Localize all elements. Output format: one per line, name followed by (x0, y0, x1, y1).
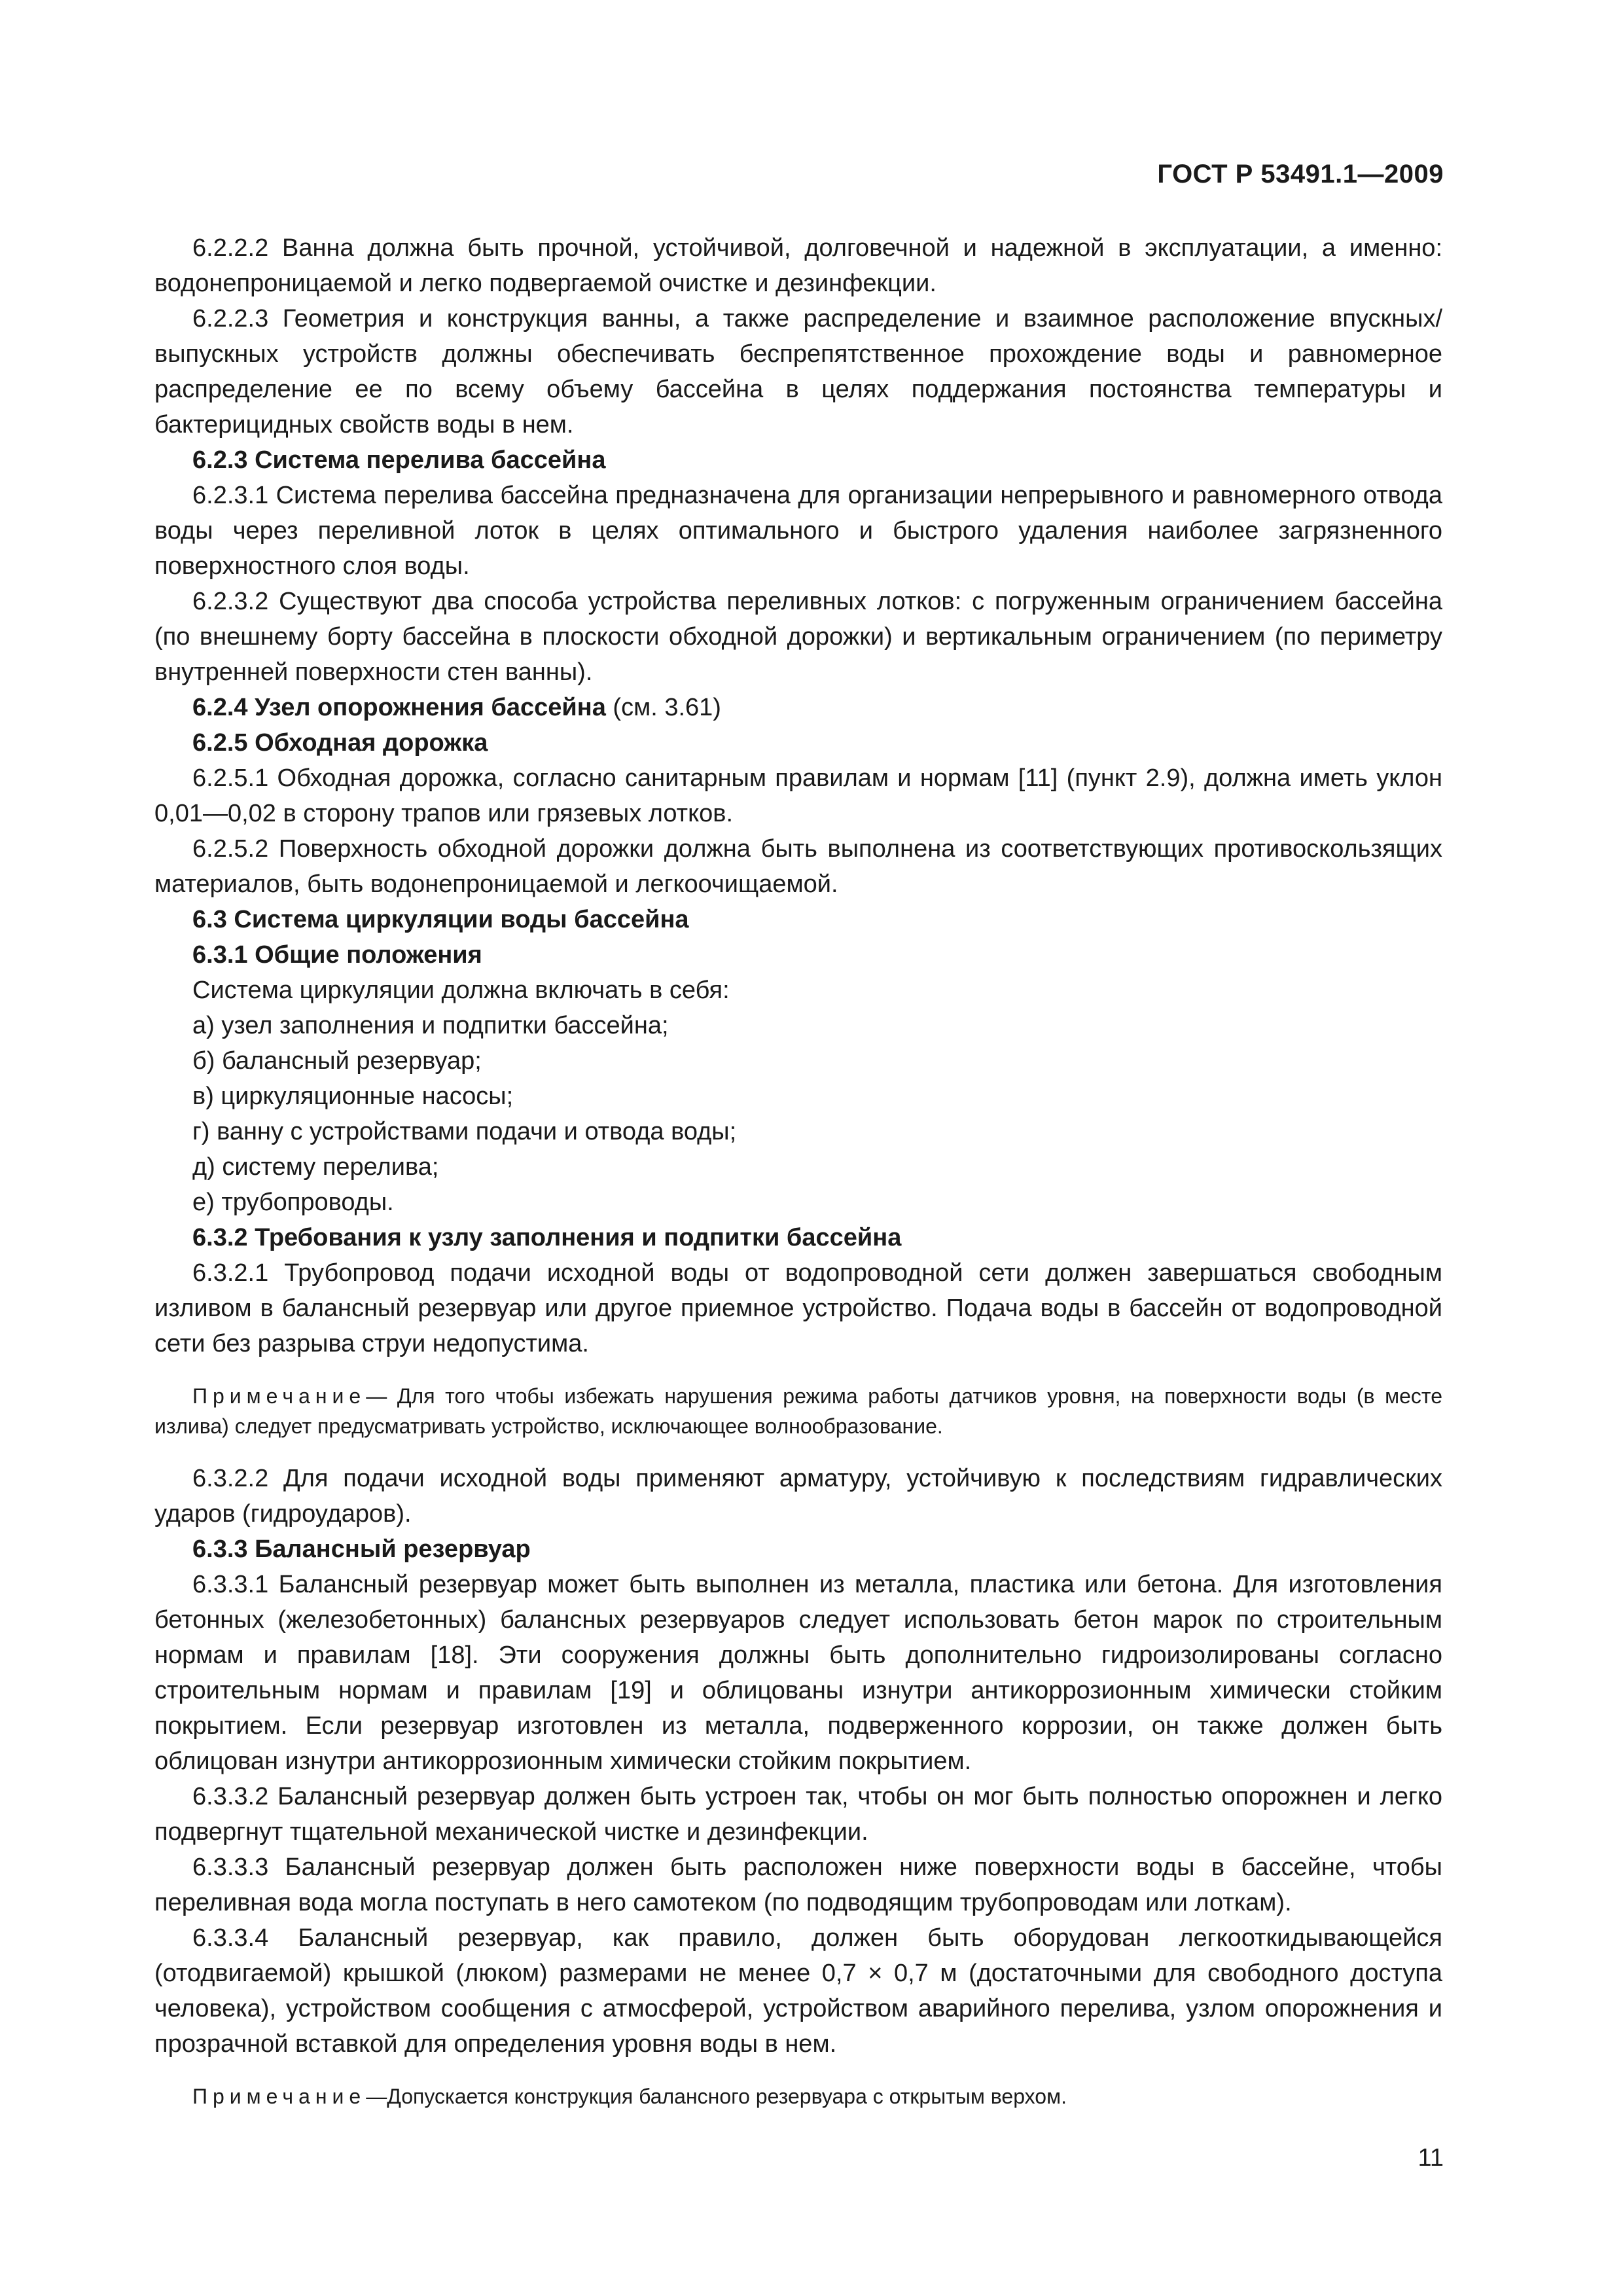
heading-6-2-3: 6.2.3 Система перелива бассейна (192, 446, 606, 474)
list-item: д) систему перелива; (192, 1153, 439, 1181)
list-item: в) циркуляционные насосы; (192, 1083, 514, 1110)
list-item: а) узел заполнения и подпитки бассейна; (192, 1012, 669, 1039)
paragraph-6-2-2-2: 6.2.2.2 Ванна должна быть прочной, устойчивой, долговечной и надежной в эксплуатации, а именно: водонепроницаемой и легко подвергаемой очистке и дезинфекции. (154, 234, 1442, 297)
note-2-label: Примечание (192, 2085, 366, 2108)
note-1 (154, 1381, 1442, 1441)
paragraph-6-3-2-2: 6.3.2.2 Для подачи исходной воды применяют арматуру, устойчивую к последствиям гидравлических ударов (гидроударов). (154, 1465, 1442, 1528)
note-2-text: —Допускается конструкция балансного резервуара с открытым верхом. (366, 2085, 1067, 2108)
document-body (154, 230, 1442, 2131)
paragraph-6-2-5-2: 6.2.5.2 Поверхность обходной дорожки должна быть выполнена из соответствующих противоскользящих материалов, быть водонепроницаемой и легкоочищаемой. (154, 835, 1442, 898)
page-number: 11 (1418, 2144, 1444, 2172)
heading-6-2-4 (154, 690, 1442, 725)
paragraph-6-3-1-intro: Система циркуляции должна включать в себя: (192, 977, 730, 1004)
heading-6-2-5: 6.2.5 Обходная дорожка (192, 729, 488, 757)
paragraph-6-2-2-3: 6.2.2.3 Геометрия и конструкция ванны, а также распределение и взаимное расположение впускных/выпускных устройств должны обеспечивать беспрепятственное прохождение воды и равномерное распределение ее по всему объему бассейна в целях поддержания постоянства температуры и бактерицидных свойств воды в нем. (154, 305, 1442, 439)
heading-6-2-4-reference: (см. 3.61) (605, 694, 721, 721)
document-header: ГОСТ Р 53491.1—2009 (1157, 160, 1444, 188)
paragraph-6-2-3-2: 6.2.3.2 Существуют два способа устройства переливных лотков: с погруженным ограничением бассейна (по внешнему борту бассейна в плоскости обходной дорожки) и вертикальным ограничением (по периметру внутренней поверхности стен ванны). (154, 588, 1442, 686)
paragraph-6-3-3-4: 6.3.3.4 Балансный резервуар, как правило, должен быть оборудован легкооткидывающейся (отодвигаемой) крышкой (люком) размерами не менее 0,7 × 0,7 м (достаточными для свободного доступа человека), устройством сообщения с атмосферой, устройством аварийного перелива, узлом опорожнения и прозрачной вставкой для определения уровня воды в нем. (154, 1924, 1442, 2058)
heading-6-3: 6.3 Система циркуляции воды бассейна (192, 906, 689, 933)
list-item: б) балансный резервуар; (192, 1047, 482, 1075)
paragraph-6-2-3-1: 6.2.3.1 Система перелива бассейна предназначена для организации непрерывного и равномерного отвода воды через переливной лоток в целях оптимального и быстрого удаления наиболее загрязненного поверхностного слоя воды. (154, 482, 1442, 580)
heading-6-3-2: 6.3.2 Требования к узлу заполнения и подпитки бассейна (192, 1224, 902, 1251)
paragraph-6-2-5-1: 6.2.5.1 Обходная дорожка, согласно санитарным правилам и нормам [11] (пункт 2.9), должна иметь уклон 0,01—0,02 в сторону трапов или грязевых лотков. (154, 764, 1442, 827)
paragraph-6-3-2-1: 6.3.2.1 Трубопровод подачи исходной воды от водопроводной сети должен завершаться свободным изливом в балансный резервуар или другое приемное устройство. Подача воды в бассейн от водопроводной сети без разрыва струи недопустима. (154, 1259, 1442, 1357)
paragraph-6-3-3-3: 6.3.3.3 Балансный резервуар должен быть расположен ниже поверхности воды в бассейне, чтобы переливная вода могла поступать в него самотеком (по подводящим трубопроводам или лоткам). (154, 1854, 1442, 1916)
heading-6-2-4-title: 6.2.4 Узел опорожнения бассейна (192, 694, 606, 721)
note-1-label: Примечание (192, 1384, 366, 1408)
paragraph-6-3-3-2: 6.3.3.2 Балансный резервуар должен быть устроен так, чтобы он мог быть полностью опорожнен и легко подвергнут тщательной механической чистке и дезинфекции. (154, 1783, 1442, 1846)
paragraph-6-3-3-1: 6.3.3.1 Балансный резервуар может быть выполнен из металла, пластика или бетона. Для изготовления бетонных (железобетонных) балансных резервуаров следует использовать бетон марок по строительным нормам и правилам [18]. Эти сооружения должны быть дополнительно гидроизолированы согласно строительным нормам и правилам [19] и облицованы изнутри антикоррозионным химически стойким покрытием. Если резервуар изготовлен из металла, подверженного коррозии, он также должен быть облицован изнутри антикоррозионным химически стойким покрытием. (154, 1571, 1442, 1775)
list-item: е) трубопроводы. (192, 1189, 394, 1216)
note-1-text: — Для того чтобы избежать нарушения режима работы датчиков уровня, на поверхности воды (в месте излива) следует предусматривать устройство, исключающее волнообразование. (154, 1384, 1442, 1438)
note-2 (154, 2081, 1442, 2111)
heading-6-3-3: 6.3.3 Балансный резервуар (192, 1535, 531, 1563)
heading-6-3-1: 6.3.1 Общие положения (192, 941, 482, 969)
list-item: г) ванну с устройствами подачи и отвода воды; (192, 1118, 737, 1145)
